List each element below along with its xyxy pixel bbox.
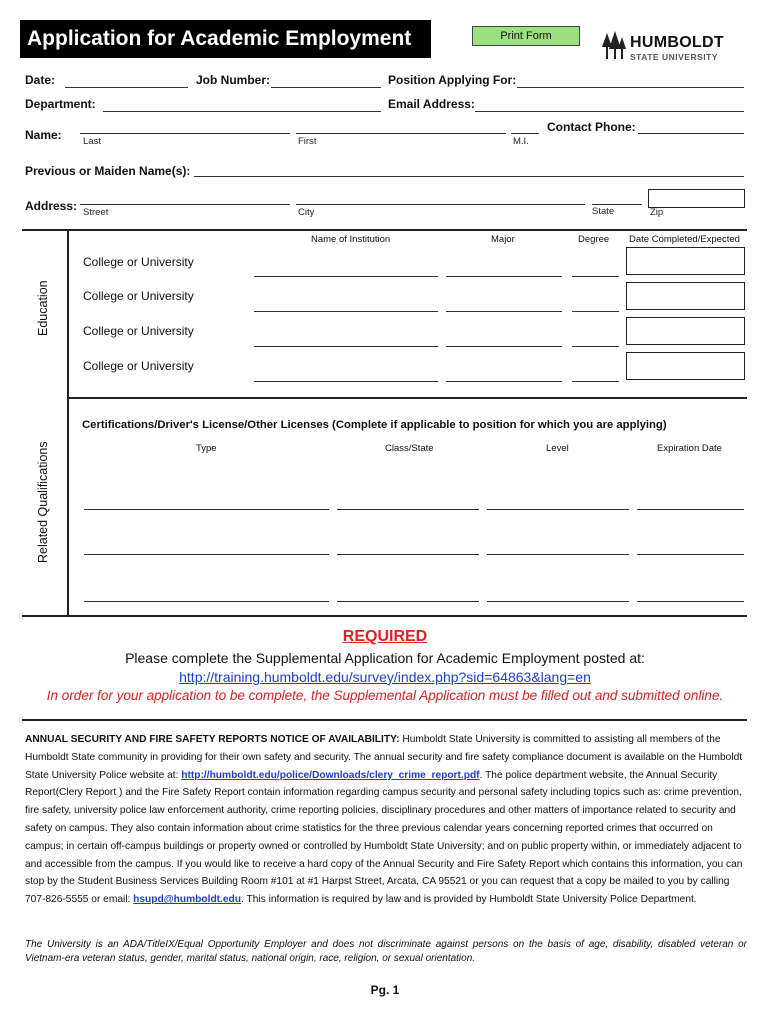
print-form-button[interactable]: Print Form (472, 26, 580, 46)
previous-names-field[interactable] (194, 176, 744, 177)
degree-field[interactable] (572, 311, 619, 312)
institution-field[interactable] (254, 346, 438, 347)
education-row-label: College or University (83, 359, 194, 373)
education-section-label: Education (36, 280, 50, 336)
first-sublabel: First (298, 136, 317, 147)
street-sublabel: Street (83, 207, 109, 218)
license-expiration-field[interactable] (637, 601, 744, 602)
state-field[interactable] (592, 204, 642, 205)
mi-sublabel: M.I. (513, 136, 529, 147)
education-row-label: College or University (83, 324, 194, 338)
major-field[interactable] (446, 311, 562, 312)
license-type-field[interactable] (84, 509, 329, 510)
street-field[interactable] (80, 204, 290, 205)
zip-sublabel: Zip (650, 207, 664, 218)
form-title: Application for Academic Employment (20, 20, 431, 58)
email-field[interactable] (475, 111, 744, 112)
eeo-statement: The University is an ADA/TitleIX/Equal Opportunity Employer and does not discriminate against persons on the basis of age, disability, disabled veteran or Vietnam-era veteran status, gender, marital status, national origin, race, religion, or sexual orientation. (25, 939, 747, 964)
degree-field[interactable] (572, 276, 619, 277)
qualifications-heading: Certifications/Driver's License/Other Licenses (Complete if applicable to position for which you are applying) (82, 419, 667, 431)
date-completed-field[interactable] (626, 282, 745, 310)
first-name-field[interactable] (296, 133, 506, 134)
notice-top-rule (22, 719, 747, 721)
col-degree: Degree (578, 234, 610, 245)
degree-field[interactable] (572, 381, 619, 382)
police-email-link[interactable]: hsupd@humboldt.edu (133, 894, 242, 906)
security-notice (25, 731, 747, 909)
name-label: Name: (25, 128, 62, 142)
col-type: Type (196, 443, 217, 454)
state-sublabel: State (592, 206, 615, 217)
major-field[interactable] (446, 346, 562, 347)
col-major: Major (491, 234, 515, 245)
city-field[interactable] (296, 204, 585, 205)
license-type-field[interactable] (84, 601, 329, 602)
position-label: Position Applying For: (388, 73, 517, 87)
section-divider (67, 230, 69, 615)
license-level-field[interactable] (487, 554, 629, 555)
notice-text: Humboldt State University is committed to assisting all members of the Humboldt State community in providing for their own safety and security. The annual security and fire safety compliance document is available on the Humboldt State University Police website at: (25, 734, 743, 781)
license-class-field[interactable] (337, 601, 479, 602)
position-field[interactable] (517, 87, 744, 88)
page-number: Pg. 1 (370, 983, 400, 997)
institution-field[interactable] (254, 381, 438, 382)
city-sublabel: City (298, 207, 315, 218)
education-row-label: College or University (83, 255, 194, 269)
previous-names-label: Previous or Maiden Name(s): (25, 164, 191, 178)
date-completed-field[interactable] (626, 352, 745, 380)
qualifications-top-rule (68, 397, 747, 399)
required-instruction: Please complete the Supplemental Application for Academic Employment posted at: (125, 650, 645, 666)
zip-field[interactable] (648, 189, 745, 208)
job-number-field[interactable] (271, 87, 381, 88)
major-field[interactable] (446, 381, 562, 382)
required-heading: REQUIRED (342, 628, 428, 645)
date-completed-field[interactable] (626, 247, 745, 275)
supplemental-application-link[interactable]: http://training.humboldt.edu/survey/index.php?sid=64863&lang=en (179, 669, 591, 685)
date-label: Date: (25, 73, 56, 87)
license-expiration-field[interactable] (637, 509, 744, 510)
education-row-label: College or University (83, 289, 194, 303)
email-label: Email Address: (388, 97, 475, 111)
institution-field[interactable] (254, 276, 438, 277)
last-sublabel: Last (83, 136, 101, 147)
license-level-field[interactable] (487, 509, 629, 510)
col-date-completed: Date Completed/Expected (629, 234, 740, 245)
logo-subtitle: STATE UNIVERSITY (630, 52, 718, 62)
contact-phone-field[interactable] (638, 133, 744, 134)
license-class-field[interactable] (337, 509, 479, 510)
col-institution: Name of Institution (311, 234, 391, 245)
notice-heading: ANNUAL SECURITY AND FIRE SAFETY REPORTS NOTICE OF AVAILABILITY: (25, 734, 400, 745)
qualifications-section-label: Related Qualifications (36, 441, 50, 563)
major-field[interactable] (446, 276, 562, 277)
col-expiration: Expiration Date (657, 443, 722, 454)
col-level: Level (546, 443, 569, 454)
col-class-state: Class/State (385, 443, 434, 454)
notice-text: . The police department website, the Annual Security Report(Clery Report ) and the Fire Safety Report contain information regarding campus security and personal safety including topics such as: crime prevention, fire safety, university police law enforcement authority, crime reporting policies, disciplinary procedures and other matters of importance related to security and safety on campus. They also contain information about crime statistics for the three previous calendar years concerning reported crimes that occurred on campus; in certain off-campus buildings or property owned or controlled by Humboldt State University; and on public property within, or immediately adjacent to and accessible from the campus. If you would like to receive a hard copy of the Annual Security and Fire Safety Report which contains this information, you can stop by the Student Business Services Building Room #101 at #1 Harpst Street, Arcata, CA 95521 or you can request that a copy be mailed to you by calling 707-826-5555 or email: (25, 769, 743, 906)
contact-phone-label: Contact Phone: (547, 120, 636, 134)
logo-name: HUMBOLDT (630, 34, 724, 51)
license-level-field[interactable] (487, 601, 629, 602)
last-name-field[interactable] (80, 133, 290, 134)
education-top-rule (22, 229, 747, 231)
license-class-field[interactable] (337, 554, 479, 555)
qualifications-bottom-rule (22, 615, 747, 617)
institution-field[interactable] (254, 311, 438, 312)
department-field[interactable] (103, 111, 381, 112)
middle-initial-field[interactable] (511, 133, 539, 134)
license-type-field[interactable] (84, 554, 329, 555)
date-field[interactable] (65, 87, 188, 88)
job-number-label: Job Number: (196, 73, 271, 87)
address-label: Address: (25, 199, 78, 213)
date-completed-field[interactable] (626, 317, 745, 345)
license-expiration-field[interactable] (637, 554, 744, 555)
clery-report-link[interactable]: http://humboldt.edu/police/Downloads/clery_crime_report.pdf (181, 769, 480, 781)
required-note: In order for your application to be complete, the Supplemental Application must be filled out and submitted online. (46, 688, 724, 703)
tree-logo-icon (601, 31, 627, 61)
degree-field[interactable] (572, 346, 619, 347)
department-label: Department: (25, 97, 96, 111)
notice-text: . This information is required by law and is provided by Humboldt State University Police Department. (241, 894, 697, 906)
